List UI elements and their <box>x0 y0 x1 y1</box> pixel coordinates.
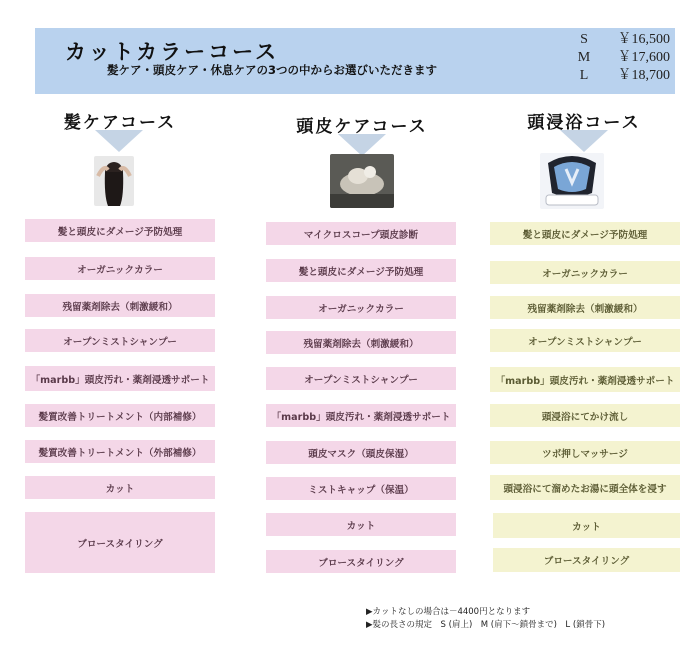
course-header <box>35 28 675 94</box>
step-item: オープンミストシャンプー <box>25 329 215 352</box>
step-item: ブロースタイリング <box>493 548 680 572</box>
step-item: 「marbb」頭皮汚れ・薬剤浸透サポート <box>25 366 215 391</box>
step-item: 髪質改善トリートメント（内部補修） <box>25 404 215 427</box>
step-item: オープンミストシャンプー <box>266 367 456 390</box>
step-item: ミストキャップ（保温） <box>266 477 456 500</box>
footnotes <box>366 606 605 632</box>
page-title: カットカラーコース <box>65 39 280 64</box>
arrow-down-icon <box>95 130 143 152</box>
step-item: 髪と頭皮にダメージ予防処理 <box>25 219 215 242</box>
step-item: 残留薬剤除去（刺激緩和） <box>25 294 215 317</box>
step-item: ブロースタイリング <box>25 512 215 573</box>
arrow-down-icon <box>338 134 386 156</box>
price-value: ￥16,500 <box>617 32 670 47</box>
step-item: 髪質改善トリートメント（外部補修） <box>25 440 215 463</box>
note-item: ▶カットなしの場合は－4400円となります <box>366 607 531 617</box>
price-row-s <box>575 31 670 49</box>
step-item: オーガニックカラー <box>25 257 215 280</box>
course-title-headspa: 頭浸浴コース <box>527 113 641 133</box>
course-title-hair: 髪ケアコース <box>63 113 177 133</box>
price-row-m <box>575 49 670 67</box>
head-spa-photo-icon <box>540 153 604 209</box>
step-item: オープンミストシャンプー <box>490 329 680 352</box>
step-item: 「marbb」頭皮汚れ・薬剤浸透サポート <box>490 367 680 392</box>
step-item: カット <box>266 513 456 536</box>
price-size: S <box>580 32 588 47</box>
step-item: 「marbb」頭皮汚れ・薬剤浸透サポート <box>266 404 456 427</box>
step-item: 髪と頭皮にダメージ予防処理 <box>490 222 680 245</box>
price-row-l <box>575 67 670 85</box>
step-item: 残留薬剤除去（刺激緩和） <box>490 296 680 319</box>
price-value: ￥17,600 <box>617 50 670 65</box>
step-item: 残留薬剤除去（刺激緩和） <box>266 331 456 354</box>
course-title-scalp: 頭皮ケアコース <box>296 117 428 137</box>
step-item: 髪と頭皮にダメージ予防処理 <box>266 259 456 282</box>
price-size: M <box>577 50 591 65</box>
step-item: マイクロスコープ頭皮診断 <box>266 222 456 245</box>
step-item: カット <box>493 513 680 538</box>
step-item: 頭浸浴にて溜めたお湯に頭全体を浸す <box>490 475 680 500</box>
step-item: カット <box>25 476 215 499</box>
step-item: 頭浸浴にてかけ流し <box>490 404 680 427</box>
step-item: ブロースタイリング <box>266 550 456 573</box>
scalp-photo-icon <box>330 154 394 208</box>
step-item: オーガニックカラー <box>490 261 680 284</box>
step-item: オーガニックカラー <box>266 296 456 319</box>
hair-photo-icon <box>94 156 134 206</box>
page-subtitle: 髪ケア・頭皮ケア・休息ケアの3つの中からお選びいただきます <box>107 63 437 77</box>
price-value: ￥18,700 <box>617 68 670 83</box>
price-size: L <box>579 68 589 83</box>
note-item: ▶髪の長さの規定 S (肩上) M (肩下～鎖骨まで) L (鎖骨下) <box>366 620 606 630</box>
step-item: ツボ押しマッサージ <box>490 441 680 464</box>
arrow-down-icon <box>560 130 608 152</box>
price-list <box>575 31 670 85</box>
step-item: 頭皮マスク（頭皮保湿） <box>266 441 456 464</box>
